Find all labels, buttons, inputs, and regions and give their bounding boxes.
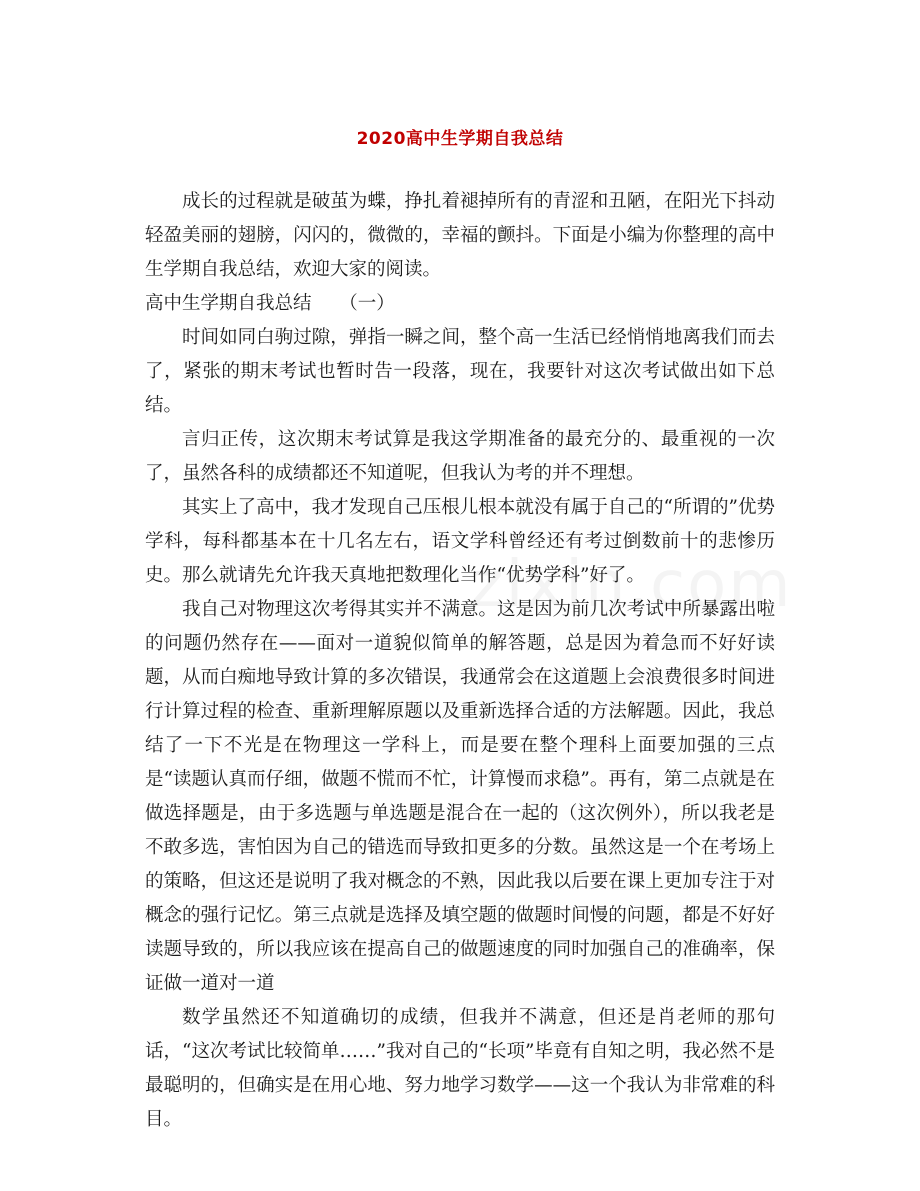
- document-title: 2020高中生学期自我总结: [356, 129, 564, 149]
- body-paragraph-5: 数学虽然还不知道确切的成绩，但我并不满意，但还是肖老师的那句话，“这次考试比较简单……”我对自己的“长项”毕竟有自知之明，我必然不是最聪明的，但确实是在用心地、努力地学习数学——这一个我认为非常难的科目。: [145, 1007, 775, 1130]
- body-paragraph-2: 言归正传，这次期末考试算是我这学期准备的最充分的、最重视的一次了，虽然各科的成绩都还不知道呢，但我认为考的并不理想。: [145, 429, 775, 484]
- body-paragraph-4: 我自己对物理这次考得其实并不满意。这是因为前几次考试中所暴露出啦的问题仍然存在——面对一道貌似简单的解答题，总是因为着急而不好好读题，从而白痴地导致计算的多次错误，我通常会在这道题上会浪费很多时间进行计算过程的检查、重新理解原题以及重新选择合适的方法解题。因此，我总结了一下不光是在物理这一学科上，而是要在整个理科上面要加强的三点是“读题认真而仔细，做题不慌而不忙，计算慢而求稳”。再有，第二点就是在做选择题是，由于多选题与单选题是混合在一起的（这次例外），所以我老是不敢多选，害怕因为自己的错选而导致扣更多的分数。虽然这是一个在考场上的策略，但这还是说明了我对概念的不熟，因此我以后要在课上更加专注于对概念的强行记忆。第三点就是选择及填空题的做题时间慢的问题，都是不好好读题导致的，所以我应该在提高自己的做题速度的同时加强自己的准确率，保证做一道对一道: [145, 599, 775, 994]
- section-heading: 高中生学期自我总结 （一）: [145, 293, 395, 314]
- document-body: [145, 185, 775, 1137]
- body-paragraph-1: 时间如同白驹过隙，弹指一瞬之间，整个高一生活已经悄悄地离我们而去了，紧张的期末考试也暂时告一段落，现在，我要针对这次考试做出如下总结。: [145, 327, 775, 416]
- intro-paragraph: 成长的过程就是破茧为蝶，挣扎着褪掉所有的青涩和丑陋，在阳光下抖动轻盈美丽的翅膀，闪闪的，微微的，幸福的颤抖。下面是小编为你整理的高中生学期自我总结，欢迎大家的阅读。: [145, 191, 775, 280]
- body-paragraph-3: 其实上了高中，我才发现自己压根儿根本就没有属于自己的“所谓的”优势学科，每科都基本在十几名左右，语文学科曾经还有考过倒数前十的悲惨历史。那么就请先允许我天真地把数理化当作“优势学科”好了。: [145, 497, 775, 586]
